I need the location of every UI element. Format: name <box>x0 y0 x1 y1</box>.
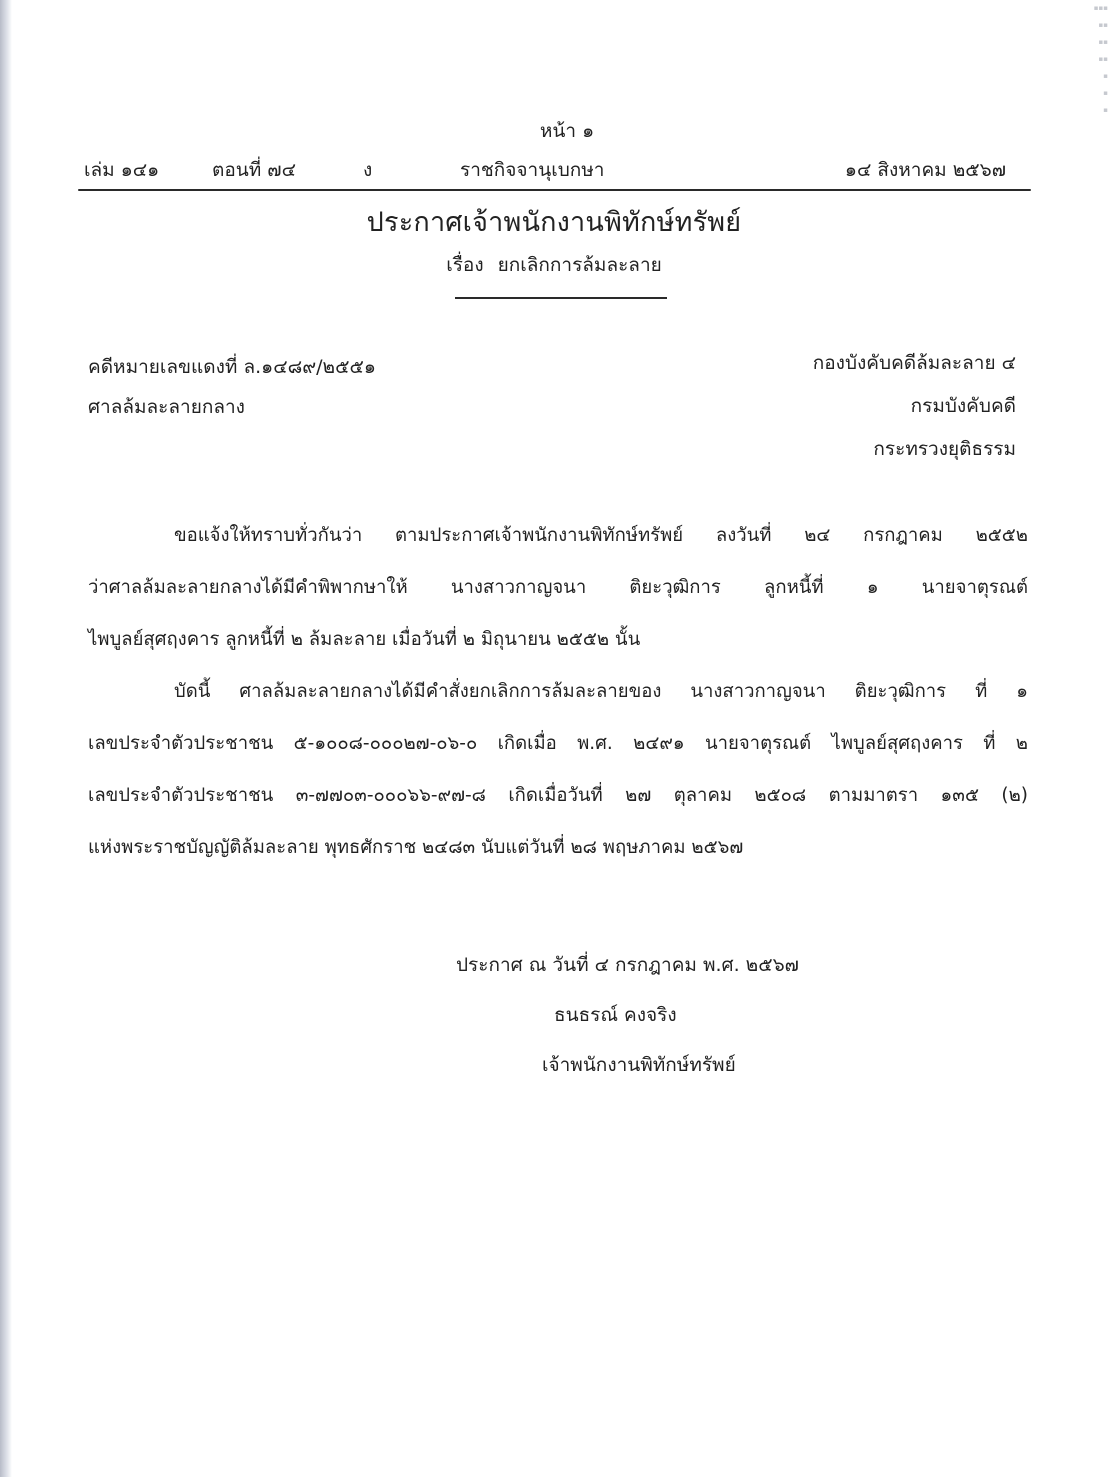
paragraph2-line4: แห่งพระราชบัญญัติล้มละลาย พุทธศักราช ๒๔๘๓ นับแต่วันที่ ๒๘ พฤษภาคม ๒๕๖๗ <box>88 837 744 858</box>
announcement-subject <box>0 250 1108 280</box>
court-name: ศาลล้มละลายกลาง <box>88 396 245 418</box>
paragraph2-line1: บัดนี้ ศาลล้มละลายกลางได้มีคำสั่งยกเลิกการล้มละลายของ นางสาวกาญจนา ติยะวุฒิการ ที่ ๑ <box>174 681 1028 702</box>
paragraph2-line3: เลขประจำตัวประชาชน ๓-๗๗๐๓-๐๐๐๖๖-๙๗-๘ เกิดเมื่อวันที่ ๒๗ ตุลาคม ๒๕๐๘ ตามมาตรา ๑๓๕ (๒) <box>88 785 1028 806</box>
paragraph1-line1: ขอแจ้งให้ทราบทั่วกันว่า ตามประกาศเจ้าพนักงานพิทักษ์ทรัพย์ ลงวันที่ ๒๔ กรกฎาคม ๒๕๕๒ <box>174 525 1028 546</box>
volume-number: เล่ม ๑๔๑ <box>84 159 160 181</box>
case-info-right <box>813 342 1016 471</box>
announcement-body <box>88 510 1028 874</box>
header-divider <box>78 189 1031 191</box>
ministry-name: กระทรวงยุติธรรม <box>873 438 1016 460</box>
gazette-header-row <box>84 155 1006 181</box>
paragraph1-line3: ไพบูลย์สุศฤงคาร ลูกหนี้ที่ ๒ ล้มละลาย เมื่อวันที่ ๒ มิถุนายน ๒๕๕๒ นั้น <box>88 629 641 650</box>
case-number: คดีหมายเลขแดงที่ ล.๑๔๘๙/๒๕๕๑ <box>88 356 376 378</box>
subject-text: ยกเลิกการล้มละลาย <box>497 254 662 276</box>
publication-date: ๑๔ สิงหาคม ๒๕๖๗ <box>844 159 1006 181</box>
announcement-date: ประกาศ ณ วันที่ ๔ กรกฎาคม พ.ศ. ๒๕๖๗ <box>456 954 799 976</box>
signature-block <box>456 940 799 1090</box>
signatory-name: ธนธรณ์ คงจริง <box>554 1004 677 1026</box>
title-underline <box>455 297 667 299</box>
department-name: กรมบังคับคดี <box>910 395 1016 417</box>
case-info-left <box>88 347 376 427</box>
announcement-title: ประกาศเจ้าพนักงานพิทักษ์ทรัพย์ <box>366 207 742 238</box>
paragraph1-line2: ว่าศาลล้มละลายกลางได้มีคำพิพากษาให้ นางสาวกาญจนา ติยะวุฒิการ ลูกหนี้ที่ ๑ นายจาตุรณต์ <box>88 577 1028 598</box>
subject-label: เรื่อง <box>446 254 484 276</box>
publication-name: ราชกิจจานุเบกษา <box>460 159 605 181</box>
division-name: กองบังคับคดีล้มละลาย ๔ <box>812 352 1016 374</box>
signatory-position: เจ้าพนักงานพิทักษ์ทรัพย์ <box>542 1054 736 1076</box>
bleed-through-text: ▪▪▪ ▪▪ ▪▪ ▪▪ ▪ ▪ ▪ <box>1093 4 1108 114</box>
section-letter: ง <box>363 159 373 181</box>
page-number: หน้า ๑ <box>539 120 595 142</box>
paragraph2-line2: เลขประจำตัวประชาชน ๕-๑๐๐๘-๐๐๐๒๗-๐๖-๐ เกิดเมื่อ พ.ศ. ๒๔๙๑ นายจาตุรณต์ ไพบูลย์สุศฤงคาร ที่ ๒ <box>88 733 1028 754</box>
issue-number: ตอนที่ ๗๔ <box>212 159 296 181</box>
